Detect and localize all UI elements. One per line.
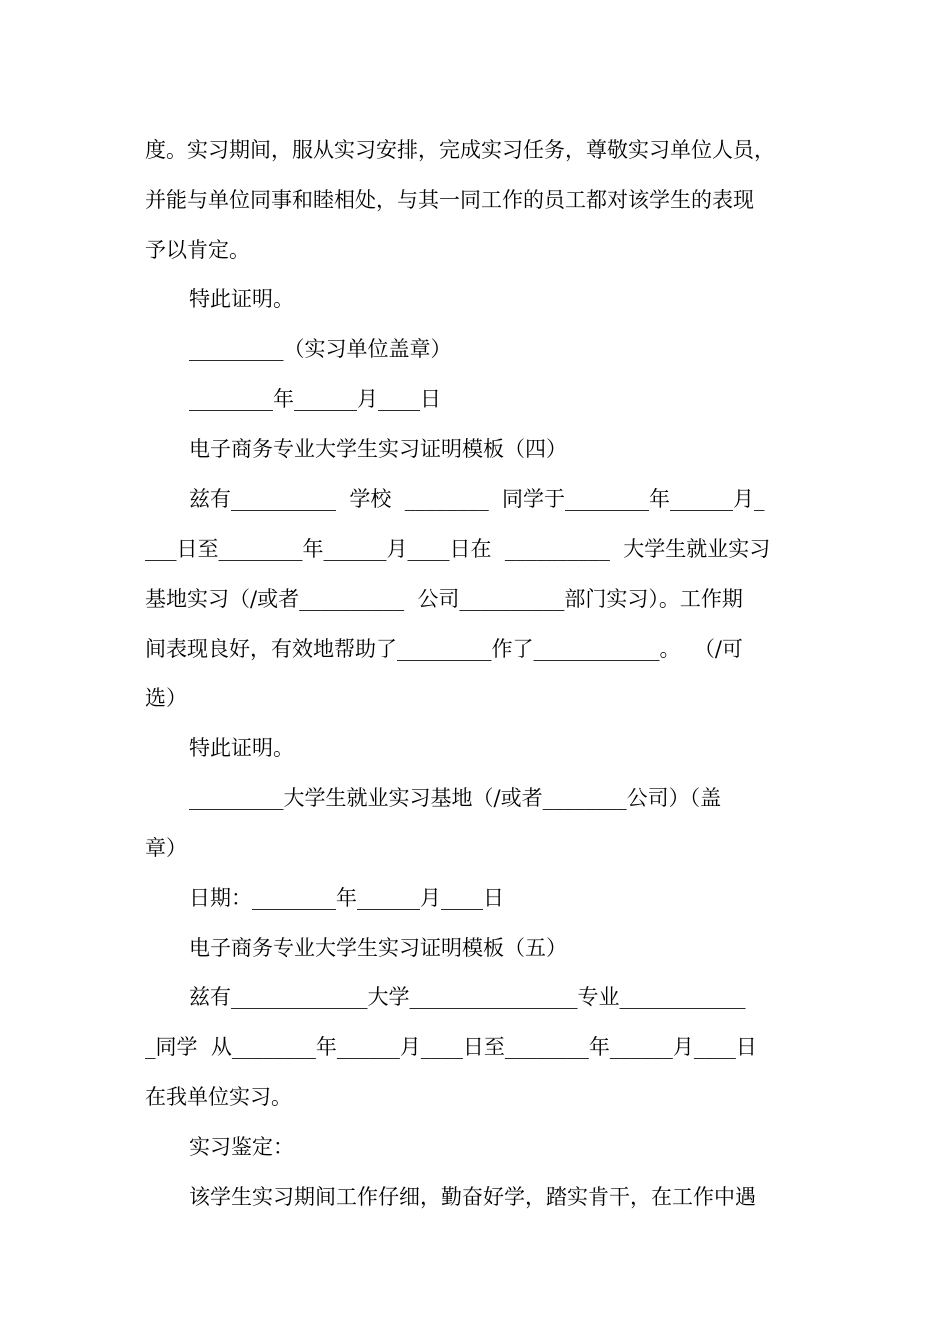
certification-line: 特此证明。 <box>189 287 294 311</box>
paragraph-line: 在我单位实习。 <box>145 1085 292 1109</box>
date-line: ________年______月____日 <box>189 387 441 411</box>
paragraph-line: 兹有__________ 学校 ________ 同学于________年______月_ <box>189 487 765 511</box>
seal-line: _________大学生就业实习基地（/或者________公司）（盖 <box>189 786 722 810</box>
paragraph-line: 予以肯定。 <box>145 238 250 262</box>
paragraph-line: _同学 从________年______月____日至________年______月____日 <box>145 1035 757 1059</box>
section-heading: 电子商务专业大学生实习证明模板（四） <box>189 437 567 461</box>
seal-line: 章） <box>145 836 187 860</box>
paragraph-line: 基地实习（/或者__________ 公司__________部门实习）。工作期 <box>145 587 743 611</box>
certification-line: 特此证明。 <box>189 736 294 760</box>
paragraph-line: 选） <box>145 686 187 710</box>
paragraph-line: 度。实习期间，服从实习安排，完成实习任务，尊敬实习单位人员， <box>145 138 775 162</box>
appraisal-heading: 实习鉴定： <box>189 1135 294 1159</box>
paragraph-line: ___日至________年______月____日在 __________ 大学生就业实习 <box>145 537 771 561</box>
seal-line: _________（实习单位盖章） <box>189 337 452 361</box>
paragraph-line: 该学生实习期间工作仔细，勤奋好学，踏实肯干，在工作中遇 <box>189 1185 756 1209</box>
paragraph-line: 兹有_____________大学________________专业____________ <box>189 985 746 1009</box>
paragraph-line: 间表现良好，有效地帮助了_________作了____________。 （/可 <box>145 637 743 661</box>
date-line: 日期：________年______月____日 <box>189 886 504 910</box>
section-heading: 电子商务专业大学生实习证明模板（五） <box>189 936 567 960</box>
paragraph-line: 并能与单位同事和睦相处，与其一同工作的员工都对该学生的表现 <box>145 188 754 212</box>
